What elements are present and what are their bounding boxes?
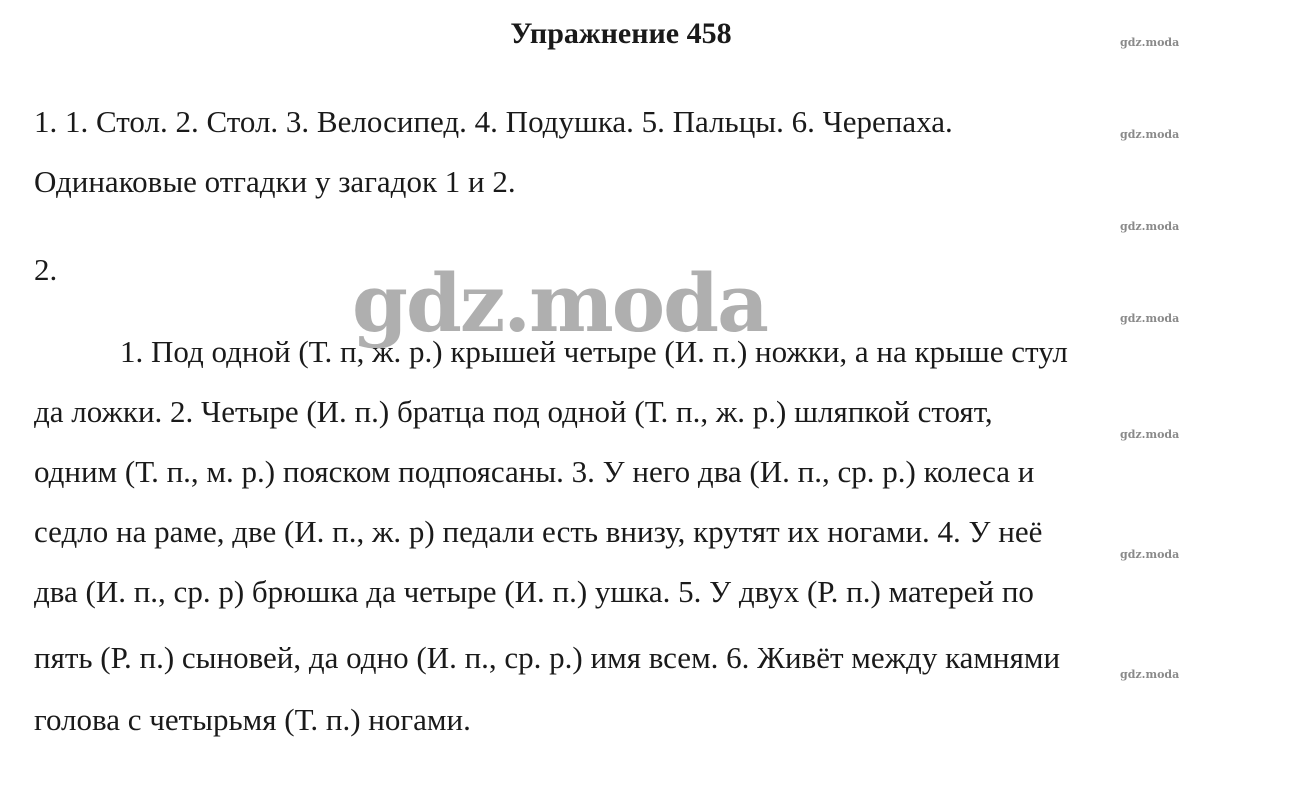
- answer-2-line-2: да ложки. 2. Четыре (И. п.) братца под одной (Т. п., ж. р.) шляпкой стоят,: [34, 394, 993, 429]
- exercise-title: Упражнение 458: [510, 17, 732, 50]
- watermark-small: gdz.moda: [1120, 668, 1180, 681]
- answer-2-number: 2.: [34, 252, 58, 287]
- watermark-small: gdz.moda: [1120, 548, 1180, 561]
- answer-1-line-1: 1. 1. Стол. 2. Стол. 3. Велосипед. 4. Подушка. 5. Пальцы. 6. Черепаха.: [34, 104, 953, 139]
- answer-2-line-1: 1. Под одной (Т. п, ж. р.) крышей четыре (И. п.) ножки, а на крыше стул: [120, 334, 1068, 369]
- answer-2-line-3: одним (Т. п., м. р.) пояском подпоясаны. 3. У него два (И. п., ср. р.) колеса и: [34, 454, 1035, 489]
- watermark-small: gdz.moda: [1120, 428, 1180, 441]
- answer-1-line-2: Одинаковые отгадки у загадок 1 и 2.: [34, 164, 516, 199]
- watermark-small: gdz.moda: [1120, 312, 1180, 325]
- answer-2-line-7: голова с четырьмя (Т. п.) ногами.: [34, 702, 471, 737]
- watermark-small: gdz.moda: [1120, 220, 1180, 233]
- answer-2-line-5: два (И. п., ср. р) брюшка да четыре (И. п.) ушка. 5. У двух (Р. п.) матерей по: [34, 574, 1034, 609]
- answer-2-line-4: седло на раме, две (И. п., ж. р) педали есть внизу, крутят их ногами. 4. У неё: [34, 514, 1043, 549]
- answer-2-line-6: пять (Р. п.) сыновей, да одно (И. п., ср. р.) имя всем. 6. Живёт между камнями: [34, 640, 1061, 675]
- watermark-small: gdz.moda: [1120, 128, 1180, 141]
- watermark-small: gdz.moda: [1120, 36, 1180, 49]
- watermark-large: gdz.moda: [352, 256, 767, 350]
